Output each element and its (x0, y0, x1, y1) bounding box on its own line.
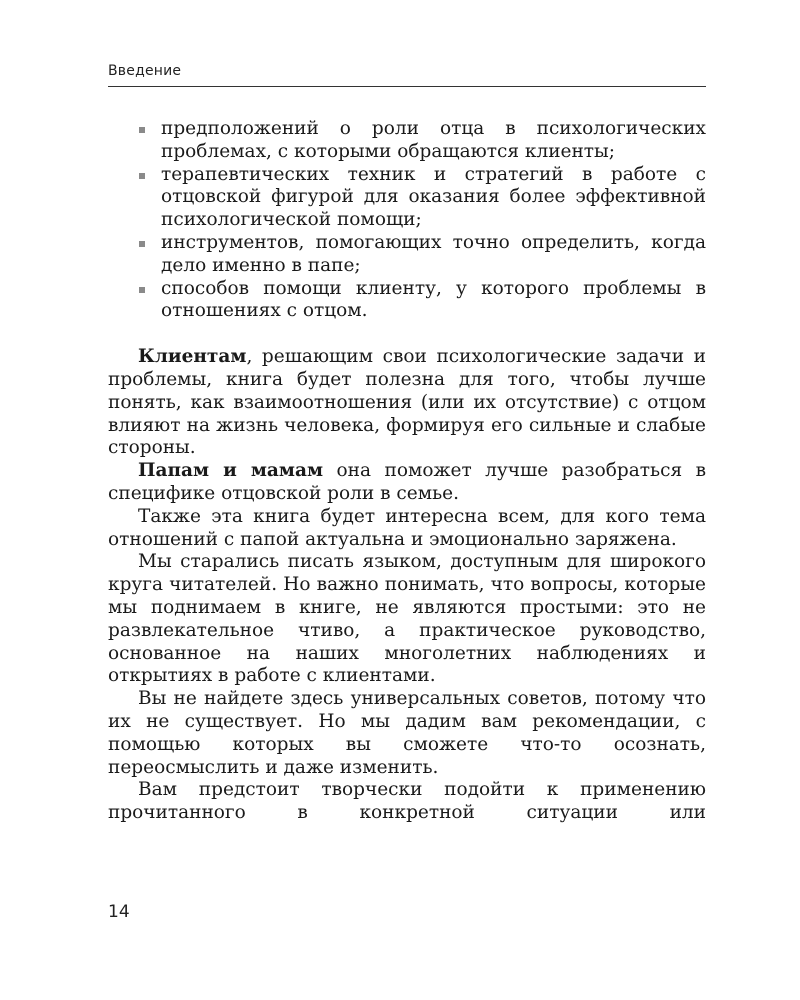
paragraph (108, 779, 706, 825)
paragraph-text: Мы старались писать языком, доступным для широкого круга читателей. Но важно понимать, что вопросы, которые мы поднимаем в книге, не являются простыми: это не развлекательное чтиво, а практическое руководство, основанное на наших многолетних наблюдениях и открытиях в работе с клиентами. (108, 551, 706, 687)
paragraph-text: Вы не найдете здесь универсальных советов, потому что их не существует. Но мы дадим вам рекомендации, с помощью которых вы сможете что-то осознать, переосмыслить и даже изменить. (108, 688, 706, 778)
paragraph-text: Вам предстоит творчески подойти к применению прочитанного в конкретной ситуации или (108, 779, 706, 824)
square-bullet-icon (139, 241, 145, 247)
paragraph (108, 460, 706, 506)
paragraph-lead: Папам и мамам (138, 460, 324, 482)
bullet-item (108, 278, 706, 324)
bullet-item (108, 118, 706, 164)
running-head: Введение (108, 63, 182, 79)
paragraph (108, 506, 706, 552)
bullet-text: инструментов, помогающих точно определить, когда дело именно в папе; (161, 231, 706, 276)
square-bullet-icon (139, 127, 145, 133)
paragraph-text: , решающим свои психологические задачи и проблемы, книга будет полезна для того, чтобы лучше понять, как взаимоотношения (или их отсутствие) с отцом влияют на жизнь человека, формируя его сильные и слабые стороны. (108, 346, 706, 459)
paragraph (108, 551, 706, 688)
bullet-text: предположений о роли отца в психологических проблемах, с которыми обращаются клиенты; (161, 118, 706, 162)
bullet-item (108, 164, 706, 232)
body-text (108, 118, 706, 825)
bullet-item (108, 232, 706, 278)
square-bullet-icon (139, 173, 145, 179)
section-spacer (108, 323, 706, 346)
paragraph-text: она поможет лучше разобраться в специфике отцовской роли в семье. (108, 460, 707, 504)
square-bullet-icon (139, 287, 145, 293)
paragraph (108, 346, 706, 460)
bullet-text: терапевтических техник и стратегий в работе с отцовской фигурой для оказания более эффективной психологической помощи; (161, 163, 706, 231)
header-rule (108, 86, 706, 87)
bullet-text: способов помощи клиенту, у которого проблемы в отношениях с отцом. (161, 277, 706, 322)
bullet-list (108, 118, 706, 323)
page-number: 14 (108, 902, 130, 922)
paragraph-lead: Клиентам (138, 346, 247, 368)
paragraph-text: Также эта книга будет интересна всем, для кого тема отношений с папой актуальна и эмоционально заряжена. (108, 505, 706, 550)
paragraph (108, 688, 706, 779)
